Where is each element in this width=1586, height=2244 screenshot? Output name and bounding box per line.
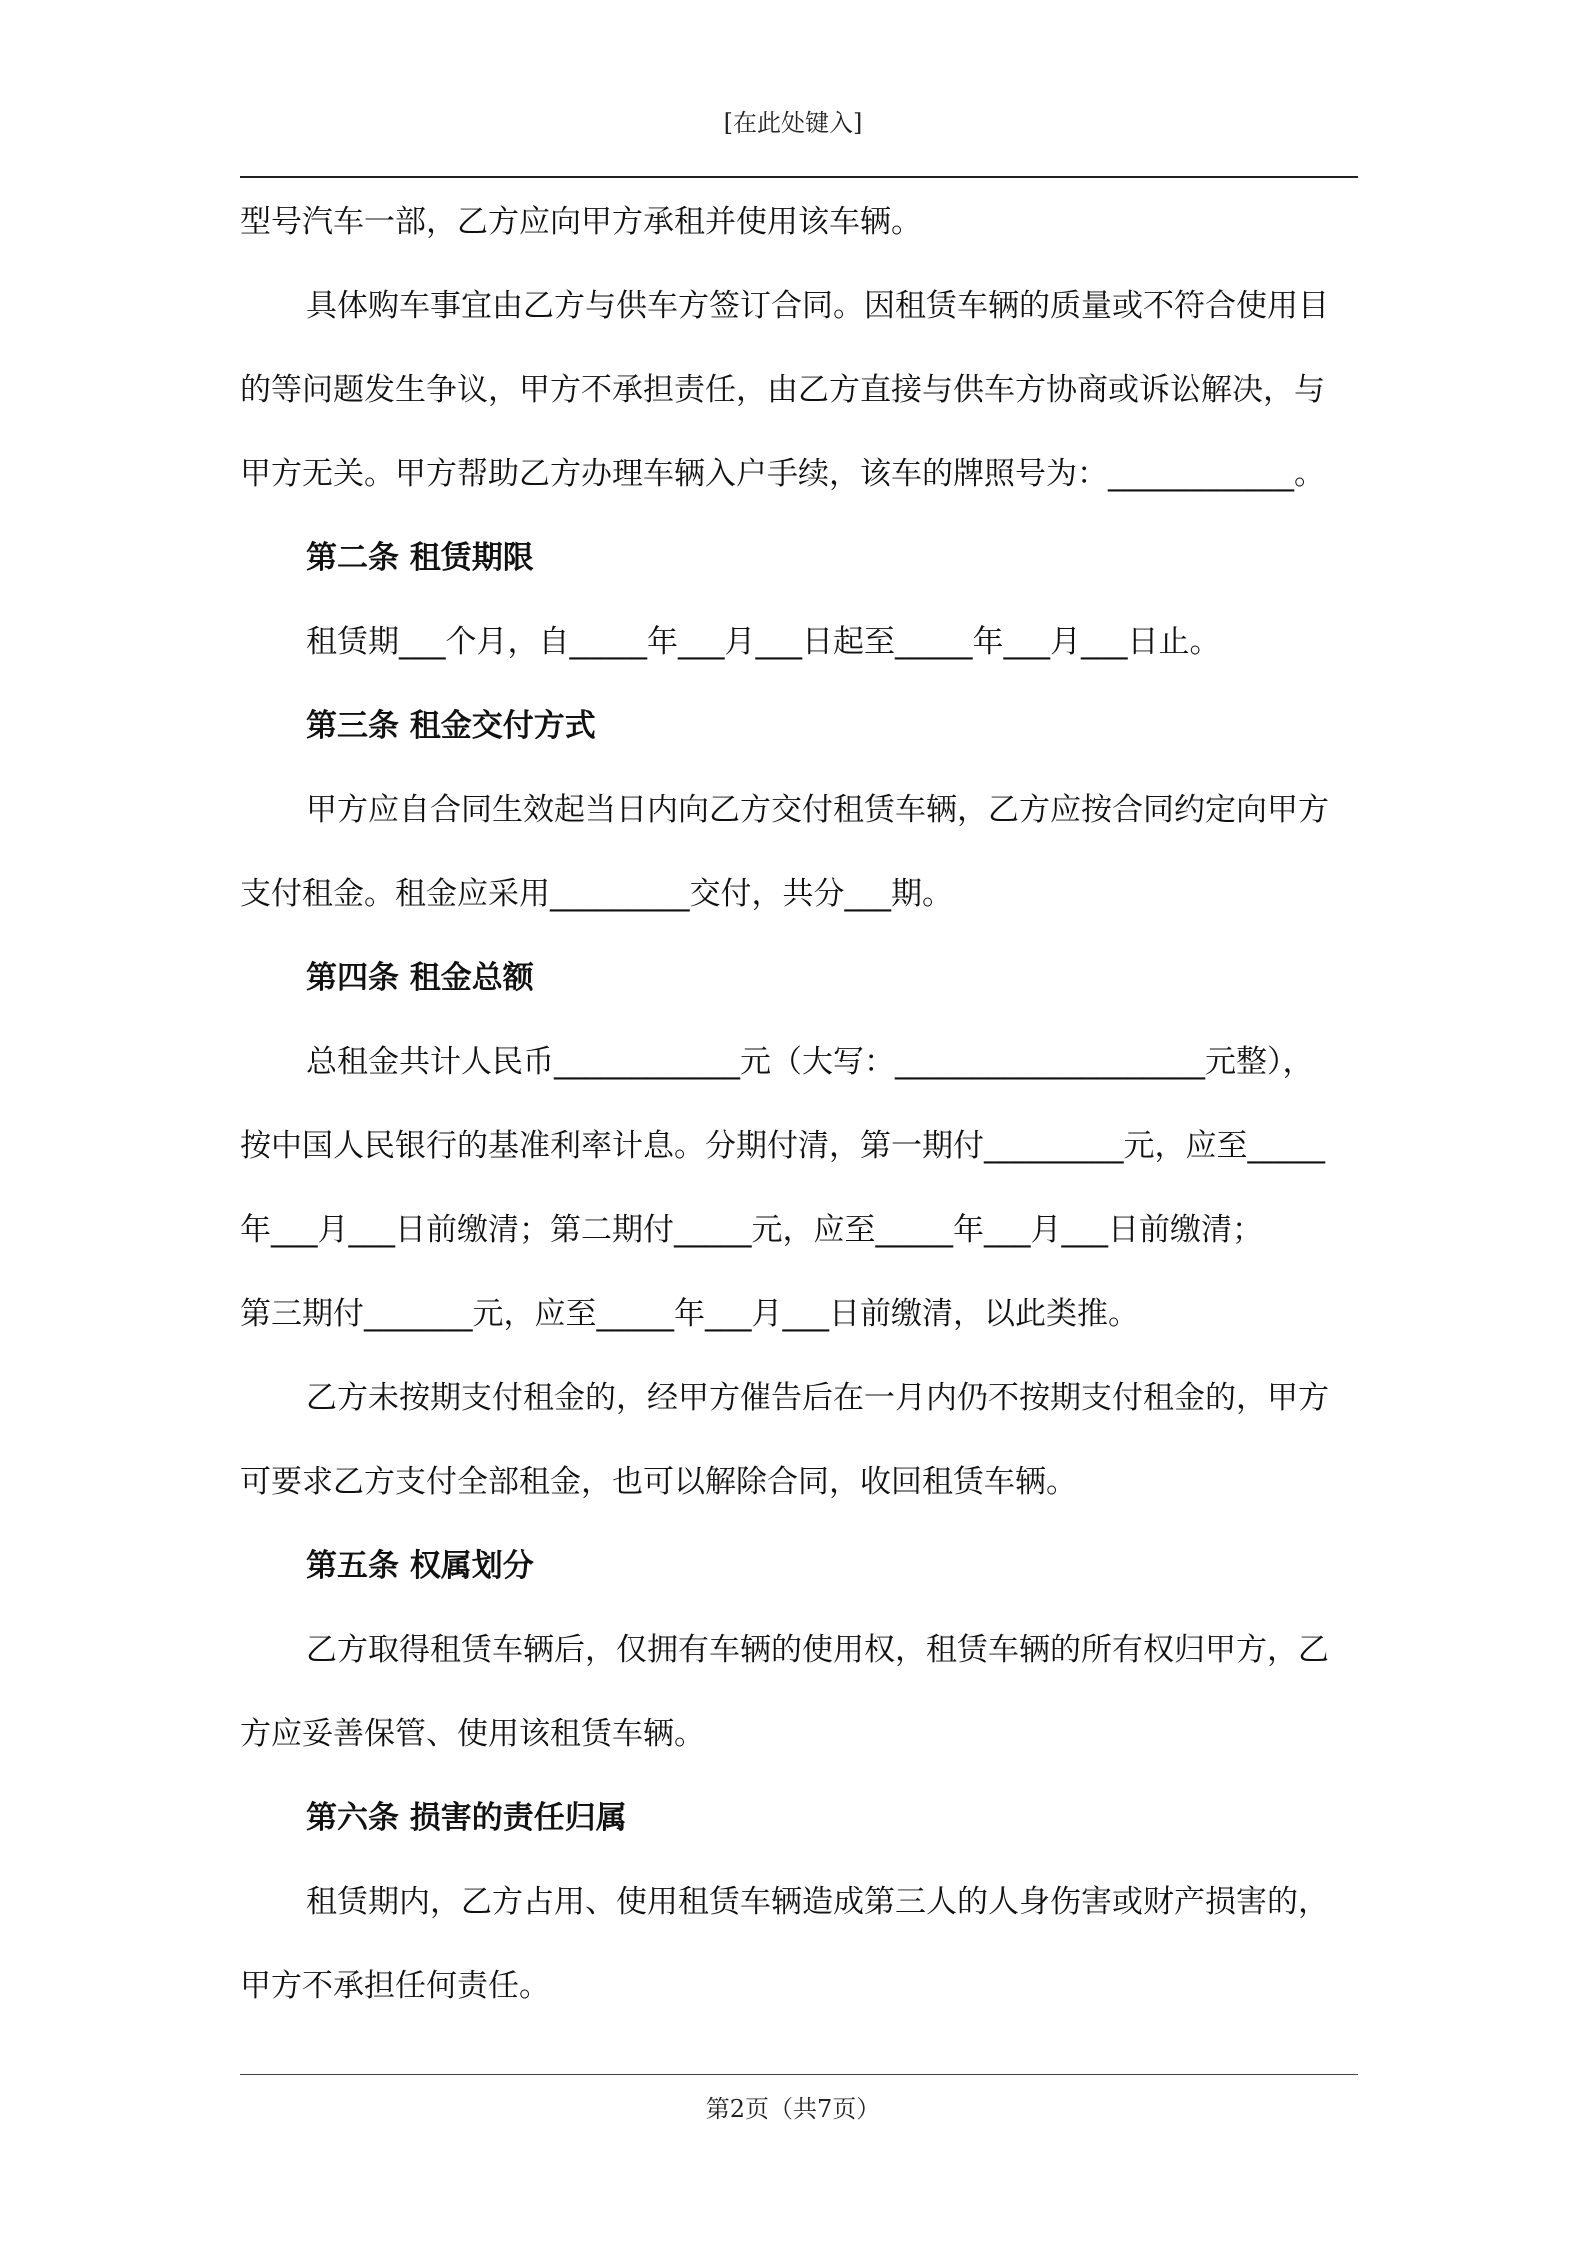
header-rule [240, 176, 1358, 178]
article-heading: 第三条 租金交付方式 [306, 708, 596, 744]
paragraph-line: 方应妥善保管、使用该租赁车辆。 [240, 1716, 705, 1752]
paragraph-line: 可要求乙方支付全部租金，也可以解除合同，收回租赁车辆。 [240, 1464, 1077, 1500]
paragraph-line: 总租金共计人民币____________元（大写：____________________元整）， [306, 1044, 1314, 1080]
paragraph-line: 具体购车事宜由乙方与供车方签订合同。因租赁车辆的质量或不符合使用目 [306, 288, 1329, 324]
article-heading: 第二条 租赁期限 [306, 540, 534, 576]
paragraph-line: 甲方应自合同生效起当日内向乙方交付租赁车辆，乙方应按合同约定向甲方 [306, 792, 1329, 828]
paragraph-line: 年___月___日前缴清；第二期付_____元，应至_____年___月___日前缴清； [240, 1212, 1263, 1248]
paragraph-line: 的等问题发生争议，甲方不承担责任，由乙方直接与供车方协商或诉讼解决，与 [240, 372, 1325, 408]
article-heading: 第五条 权属划分 [306, 1548, 534, 1584]
article-heading: 第四条 租金总额 [306, 960, 534, 996]
paragraph-line: 按中国人民银行的基准利率计息。分期付清，第一期付_________元，应至_____ [240, 1128, 1325, 1164]
paragraph-line: 乙方未按期支付租金的，经甲方催告后在一月内仍不按期支付租金的，甲方 [306, 1380, 1329, 1416]
article-heading: 第六条 损害的责任归属 [306, 1800, 627, 1836]
paragraph-line: 型号汽车一部，乙方应向甲方承租并使用该车辆。 [240, 204, 922, 240]
paragraph-line: 租赁期___个月，自_____年___月___日起至_____年___月___日止。 [306, 624, 1221, 660]
paragraph-line: 租赁期内，乙方占用、使用租赁车辆造成第三人的人身伤害或财产损害的， [306, 1884, 1329, 1920]
paragraph-line: 支付租金。租金应采用_________交付，共分___期。 [240, 876, 953, 912]
page-number: 第2页（共7页） [705, 2095, 881, 2123]
paragraph-line: 乙方取得租赁车辆后，仅拥有车辆的使用权，租赁车辆的所有权归甲方，乙 [306, 1632, 1329, 1668]
page-header: [在此处键入] [723, 109, 863, 137]
paragraph-line: 第三期付_______元，应至_____年___月___日前缴清，以此类推。 [240, 1296, 1139, 1332]
paragraph-line: 甲方无关。甲方帮助乙方办理车辆入户手续，该车的牌照号为：____________。 [240, 456, 1325, 492]
paragraph-line: 甲方不承担任何责任。 [240, 1968, 550, 2004]
footer-rule [240, 2074, 1358, 2075]
